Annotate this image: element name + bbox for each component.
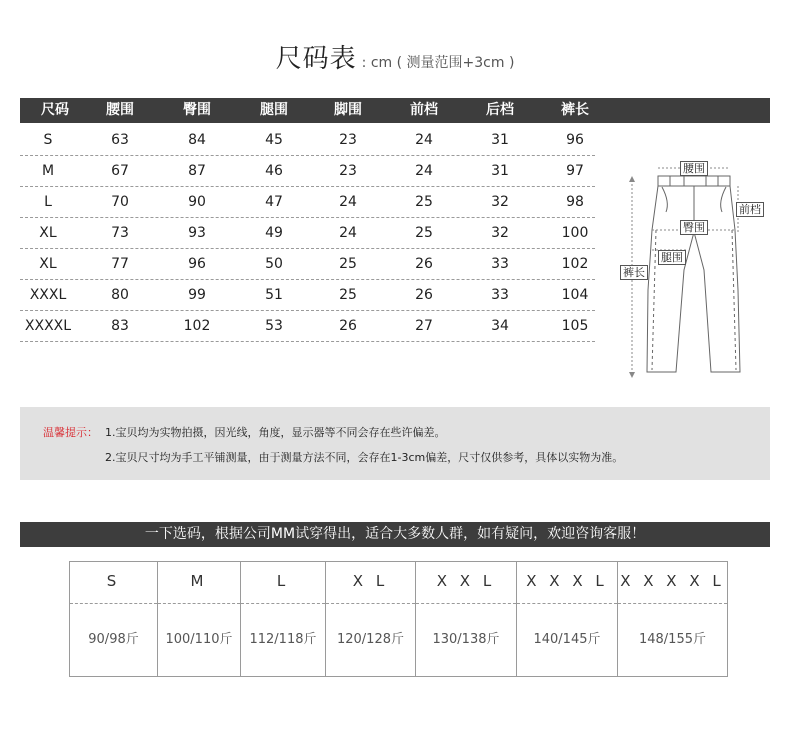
recommend-weight: 90/98斤 <box>88 632 139 647</box>
cell-front-rise: 26 <box>415 256 433 272</box>
cell-size: S <box>43 132 53 148</box>
cell-length: 104 <box>561 287 589 303</box>
cell-thigh: 46 <box>265 163 283 179</box>
cell-waist: 77 <box>111 256 129 272</box>
recommend-weight: 100/110斤 <box>165 632 233 647</box>
cell-ankle: 25 <box>339 287 357 303</box>
cell-hip: 84 <box>188 132 206 148</box>
header-waist: 腰围 <box>106 102 134 118</box>
recommend-column <box>70 562 158 676</box>
cell-thigh: 51 <box>265 287 283 303</box>
cell-front-rise: 24 <box>415 163 433 179</box>
title-unit-note: : cm ( 测量范围+3cm ) <box>361 55 515 71</box>
recommend-size: X X X X L <box>618 562 727 604</box>
cell-back-rise: 33 <box>491 256 509 272</box>
cell-front-rise: 25 <box>415 225 433 241</box>
cell-hip: 87 <box>188 163 206 179</box>
page-title <box>0 38 790 75</box>
header-length: 裤长 <box>561 102 589 118</box>
label-thigh: 腿围 <box>658 250 686 265</box>
table-row <box>20 280 595 311</box>
recommend-weight: 130/138斤 <box>432 632 500 647</box>
table-row <box>20 311 595 342</box>
table-row <box>20 187 595 218</box>
cell-hip: 102 <box>183 318 211 334</box>
cell-ankle: 24 <box>339 225 357 241</box>
recommend-size: S <box>70 562 157 604</box>
cell-size: L <box>44 194 52 210</box>
recommend-size: L <box>241 562 325 604</box>
recommend-weight: 148/155斤 <box>638 632 706 647</box>
cell-ankle: 23 <box>339 163 357 179</box>
header-ankle: 脚围 <box>334 102 362 118</box>
cell-length: 96 <box>566 132 584 148</box>
cell-size: XL <box>39 225 57 241</box>
cell-size: XXXL <box>29 287 67 303</box>
cell-front-rise: 25 <box>415 194 433 210</box>
cell-hip: 99 <box>188 287 206 303</box>
cell-size: XL <box>39 256 57 272</box>
cell-thigh: 47 <box>265 194 283 210</box>
cell-back-rise: 32 <box>491 225 509 241</box>
tips-panel <box>20 407 770 480</box>
cell-length: 100 <box>561 225 589 241</box>
cell-hip: 96 <box>188 256 206 272</box>
cell-thigh: 45 <box>265 132 283 148</box>
table-row <box>20 156 595 187</box>
recommend-column <box>158 562 241 676</box>
cell-back-rise: 34 <box>491 318 509 334</box>
cell-length: 105 <box>561 318 589 334</box>
cell-waist: 80 <box>111 287 129 303</box>
cell-waist: 63 <box>111 132 129 148</box>
header-hip: 臀围 <box>183 102 211 118</box>
cell-hip: 93 <box>188 225 206 241</box>
cell-ankle: 26 <box>339 318 357 334</box>
recommend-column <box>517 562 618 676</box>
recommend-size: X L <box>326 562 415 604</box>
recommend-column <box>326 562 416 676</box>
recommend-size: M <box>158 562 240 604</box>
recommend-weight: 112/118斤 <box>249 632 317 647</box>
header-back-rise: 后档 <box>486 102 514 118</box>
title-main: 尺码表 <box>275 44 357 74</box>
cell-back-rise: 33 <box>491 287 509 303</box>
table-row <box>20 125 595 156</box>
cell-front-rise: 26 <box>415 287 433 303</box>
cell-hip: 90 <box>188 194 206 210</box>
cell-waist: 73 <box>111 225 129 241</box>
label-hip: 臀围 <box>680 220 708 235</box>
cell-back-rise: 32 <box>491 194 509 210</box>
label-waist: 腰围 <box>680 161 708 176</box>
cell-thigh: 49 <box>265 225 283 241</box>
tip-line-1: 1.宝贝均为实物拍摄，因光线，角度，显示器等不同会存在些许偏差。 <box>105 426 446 439</box>
label-front-rise: 前档 <box>736 202 764 217</box>
table-row <box>20 218 595 249</box>
recommend-size: X X X L <box>517 562 617 604</box>
cell-waist: 83 <box>111 318 129 334</box>
recommend-table <box>69 561 728 677</box>
cell-thigh: 50 <box>265 256 283 272</box>
cell-back-rise: 31 <box>491 132 509 148</box>
tips-label: 温馨提示： <box>43 426 98 439</box>
header-thigh: 腿围 <box>260 102 288 118</box>
cell-back-rise: 31 <box>491 163 509 179</box>
table-row <box>20 249 595 280</box>
header-size: 尺码 <box>41 102 69 118</box>
cell-waist: 67 <box>111 163 129 179</box>
cell-length: 97 <box>566 163 584 179</box>
cell-ankle: 25 <box>339 256 357 272</box>
cell-size: M <box>41 163 55 179</box>
recommend-weight: 120/128斤 <box>336 632 404 647</box>
cell-front-rise: 27 <box>415 318 433 334</box>
cell-length: 102 <box>561 256 589 272</box>
recommend-size: X X L <box>416 562 516 604</box>
recommend-column <box>241 562 326 676</box>
header-front-rise: 前档 <box>410 102 438 118</box>
pants-measurement-diagram <box>618 150 778 380</box>
recommend-column <box>416 562 517 676</box>
cell-ankle: 24 <box>339 194 357 210</box>
recommend-header: 一下选码，根据公司MM试穿得出，适合大多数人群，如有疑问，欢迎咨询客服！ <box>20 522 770 547</box>
cell-size: XXXXL <box>24 318 72 334</box>
recommend-column <box>618 562 727 676</box>
cell-length: 98 <box>566 194 584 210</box>
recommend-weight: 140/145斤 <box>533 632 601 647</box>
cell-waist: 70 <box>111 194 129 210</box>
cell-thigh: 53 <box>265 318 283 334</box>
tip-line-2: 2.宝贝尺寸均为手工平铺测量，由于测量方法不同，会存在1-3cm偏差，尺寸仅供参考，具体以实物为准。 <box>105 451 624 464</box>
label-length: 裤长 <box>620 265 648 280</box>
cell-ankle: 23 <box>339 132 357 148</box>
cell-front-rise: 24 <box>415 132 433 148</box>
size-table-header <box>20 98 770 123</box>
